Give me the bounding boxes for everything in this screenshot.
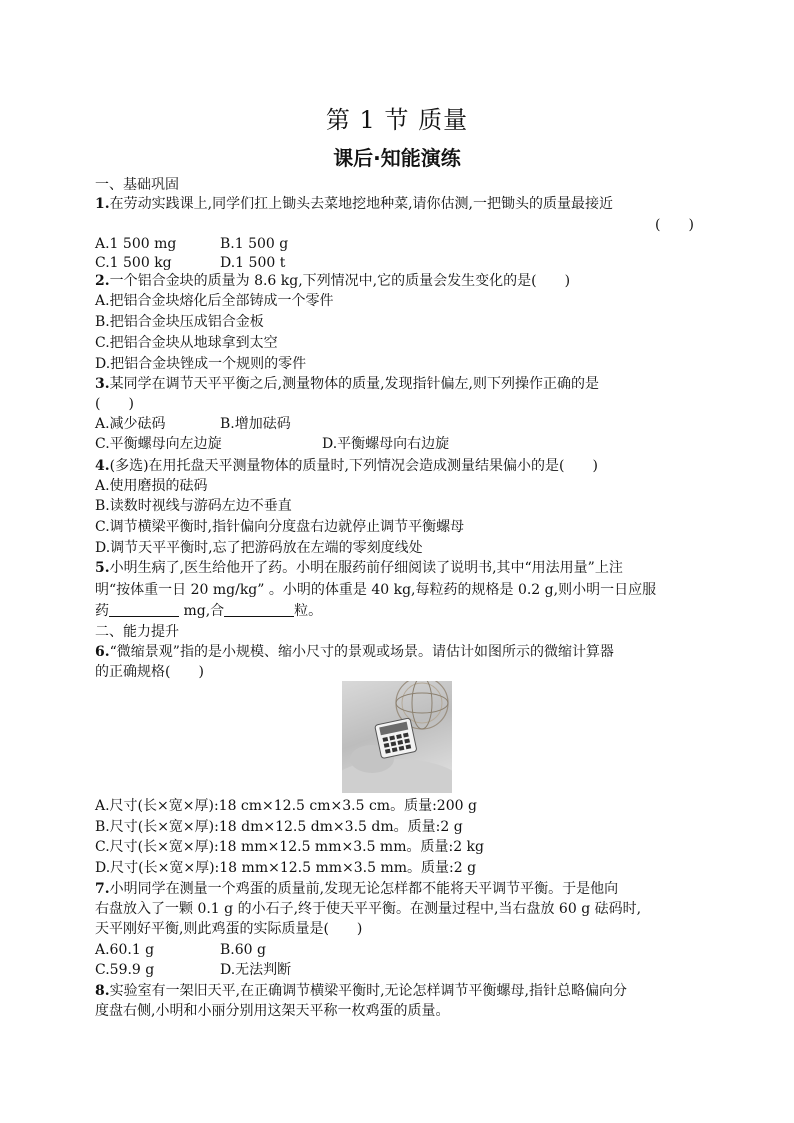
q1-option-d: D.1 500 t — [220, 255, 286, 271]
q2-option-d: D.把铝合金块锉成一个规则的零件 — [95, 356, 307, 372]
q2-option-c: C.把铝合金块从地球拿到太空 — [95, 335, 278, 351]
page-title: 第 1 节 质量 — [325, 106, 469, 134]
q7-line-2: 右盘放入了一颗 0.1 g 的小石子,终于使天平平衡。在测量过程中,当右盘放 60 g 砝码时, — [95, 901, 642, 917]
q1-option-b: B.1 500 g — [220, 236, 289, 252]
q5-line-3: 药 mg,合 粒。 — [95, 603, 323, 619]
q5-line-1: 5.小明生病了,医生给他开了药。小明在服药前仔细阅读了说明书,其中“用法用量”上注 — [95, 560, 623, 576]
section-advanced: 二、能力提升 — [95, 624, 179, 640]
page-subtitle: 课后·知能演练 — [333, 146, 461, 170]
q4-option-a: A.使用磨损的砝码 — [95, 478, 208, 494]
q3-option-c: C.平衡螺母向左边旋 — [95, 436, 222, 452]
q5-line-2: 明“按体重一日 20 mg/kg” 。小明的体重是 40 kg,每粒药的规格是 0.2 g,则小明一日应服 — [95, 582, 657, 598]
q3-option-b: B.增加砝码 — [220, 416, 291, 432]
q8-line-1: 8.实验室有一架旧天平,在正确调节横梁平衡时,无论怎样调节平衡螺母,指针总略偏向分 — [95, 983, 627, 999]
q1-option-a: A.1 500 mg — [95, 236, 177, 252]
q6-line-1: 6.“微缩景观”指的是小规模、缩小尺寸的景观或场景。请估计如图所示的微缩计算器 — [95, 644, 614, 660]
q5-blank-mg[interactable] — [109, 602, 179, 617]
q3-option-a: A.减少砝码 — [95, 416, 166, 432]
q1-option-c: C.1 500 kg — [95, 255, 172, 271]
q7-option-a: A.60.1 g — [95, 942, 155, 958]
q2-stem: 2.一个铝合金块的质量为 8.6 kg,下列情况中,它的质量会发生变化的是( ) — [95, 273, 571, 289]
q6-option-c: C.尺寸(长×宽×厚):18 mm×12.5 mm×3.5 mm。质量:2 kg — [95, 839, 484, 855]
mini-calculator-photo — [342, 681, 452, 793]
q8-line-2: 度盘右侧,小明和小丽分别用这架天平称一枚鸡蛋的质量。 — [95, 1003, 450, 1019]
q4-stem: 4.(多选)在用托盘天平测量物体的质量时,下列情况会造成测量结果偏小的是( ) — [95, 458, 598, 474]
q7-line-3: 天平刚好平衡,则此鸡蛋的实际质量是( ) — [95, 921, 363, 937]
q4-option-b: B.读数时视线与游码左边不垂直 — [95, 498, 292, 514]
q4-option-d: D.调节天平平衡时,忘了把游码放在左端的零刻度线处 — [95, 540, 423, 556]
mini-calculator-illustration — [342, 681, 452, 793]
q3-option-d: D.平衡螺母向右边旋 — [322, 436, 450, 452]
section-basic: 一、基础巩固 — [95, 177, 179, 193]
q6-option-d: D.尺寸(长×宽×厚):18 mm×12.5 mm×3.5 mm。质量:2 g — [95, 860, 477, 876]
q6-option-a: A.尺寸(长×宽×厚):18 cm×12.5 cm×3.5 cm。质量:200 g — [95, 798, 477, 814]
q5-blank-count[interactable] — [224, 602, 294, 617]
q2-option-a: A.把铝合金块熔化后全部铸成一个零件 — [95, 293, 334, 309]
q3-stem: 3.某同学在调节天平平衡之后,测量物体的质量,发现指针偏左,则下列操作正确的是 — [95, 376, 599, 392]
q1-stem: 1.在劳动实践课上,同学们扛上锄头去菜地挖地种菜,请你估测,一把锄头的质量最接近 — [95, 196, 613, 212]
q3-answer-paren: ( ) — [95, 396, 134, 412]
q6-line-2: 的正确规格( ) — [95, 664, 204, 680]
q6-option-b: B.尺寸(长×宽×厚):18 dm×12.5 dm×3.5 dm。质量:2 g — [95, 819, 463, 835]
q7-line-1: 7.小明同学在测量一个鸡蛋的质量前,发现无论怎样都不能将天平调节平衡。于是他向 — [95, 881, 619, 897]
q4-option-c: C.调节横梁平衡时,指针偏向分度盘右边就停止调节平衡螺母 — [95, 519, 465, 535]
q7-option-d: D.无法判断 — [220, 962, 292, 978]
q7-option-c: C.59.9 g — [95, 962, 155, 978]
q2-option-b: B.把铝合金块压成铝合金板 — [95, 314, 264, 330]
q7-option-b: B.60 g — [220, 942, 266, 958]
q1-answer-paren: ( ) — [655, 217, 694, 233]
